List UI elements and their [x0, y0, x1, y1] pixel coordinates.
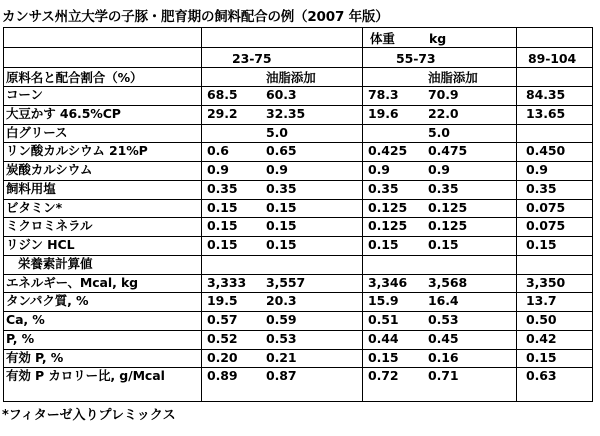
table-cell: 0.15: [526, 349, 557, 365]
table-cell: 3,350: [526, 274, 566, 290]
table-cell: 0.21: [266, 349, 297, 365]
row-divider: [4, 161, 592, 162]
table-cell: 0.71: [428, 368, 459, 384]
item-header: 原料名と配合割合（%）: [6, 70, 143, 85]
table-cell: 84.35: [526, 87, 566, 102]
row-divider: [4, 349, 592, 350]
table-cell: 3,568: [428, 274, 468, 290]
table-cell: 0.15: [266, 199, 297, 215]
table-cell: 0.475: [428, 143, 468, 159]
table-cell: 0.35: [266, 180, 297, 196]
table-cell: 60.3: [266, 87, 297, 102]
weight-label: 体重: [370, 31, 395, 46]
table-cell: 15.9: [368, 293, 399, 309]
table-cell: 0.15: [428, 237, 459, 252]
table-cell: 0.15: [207, 199, 238, 215]
range-header: 89-104: [528, 51, 577, 66]
row-divider: [4, 217, 592, 218]
table-cell: 0.35: [207, 180, 238, 196]
row-divider: [4, 47, 592, 48]
row-label: P, %: [6, 330, 35, 346]
table-cell: 0.53: [266, 330, 297, 346]
row-divider: [4, 142, 592, 143]
table-cell: 32.35: [266, 105, 306, 121]
footnote: *フィターゼ入りプレミックス: [2, 408, 176, 423]
table-cell: 19.5: [207, 293, 238, 309]
table-cell: 68.5: [207, 87, 238, 102]
unit-label: kg: [429, 31, 447, 46]
table-cell: 0.20: [207, 349, 238, 365]
table-cell: 0.075: [526, 218, 566, 234]
table-cell: 22.0: [428, 105, 459, 121]
row-label: 飼料用塩: [6, 180, 56, 196]
table-cell: 0.42: [526, 330, 557, 346]
table-cell: 0.450: [526, 143, 566, 159]
table-cell: 0.44: [368, 330, 399, 346]
table-cell: 0.15: [368, 349, 399, 365]
feed-formulation-table: [3, 27, 593, 402]
table-cell: 0.125: [368, 218, 408, 234]
row-divider: [4, 199, 592, 200]
table-cell: 0.9: [266, 162, 288, 177]
row-divider: [4, 124, 592, 125]
column-divider: [516, 28, 517, 401]
table-cell: 3,333: [207, 274, 247, 290]
range-header: 55-73: [396, 51, 436, 66]
table-cell: 0.59: [266, 312, 297, 327]
row-label: タンパク質, %: [6, 293, 89, 309]
row-label: ミクロミネラル: [6, 218, 93, 234]
table-cell: 0.9: [428, 162, 450, 177]
row-label: 有効 P, %: [6, 349, 64, 365]
row-label: 大豆かす 46.5%CP: [6, 105, 121, 121]
table-cell: 78.3: [368, 87, 399, 102]
table-cell: 70.9: [428, 87, 459, 102]
table-cell: 0.125: [428, 218, 468, 234]
table-cell: 0.45: [428, 330, 459, 346]
table-cell: 0.15: [526, 237, 557, 252]
table-cell: 0.125: [428, 199, 468, 215]
table-cell: 0.075: [526, 199, 566, 215]
table-cell: 16.4: [428, 293, 459, 309]
row-divider: [4, 67, 592, 68]
table-cell: 20.3: [266, 293, 297, 309]
table-cell: 29.2: [207, 105, 238, 121]
row-label: エネルギー、Mcal, kg: [6, 274, 139, 290]
table-cell: 0.15: [207, 218, 238, 234]
table-cell: 0.50: [526, 312, 557, 327]
table-cell: 0.15: [266, 218, 297, 234]
section-label: 栄養素計算値: [18, 255, 93, 271]
table-cell: 0.35: [428, 180, 459, 196]
table-cell: 0.125: [368, 199, 408, 215]
table-cell: 0.51: [368, 312, 399, 327]
column-divider: [362, 28, 363, 401]
row-divider: [4, 86, 592, 87]
fat-added-header: 油脂添加: [266, 70, 316, 85]
table-cell: 0.9: [207, 162, 229, 177]
table-cell: 0.425: [368, 143, 408, 159]
table-cell: 0.6: [207, 143, 229, 159]
table-cell: 0.87: [266, 368, 297, 384]
row-label: ビタミン*: [6, 199, 63, 215]
row-divider: [4, 274, 592, 275]
table-cell: 5.0: [266, 124, 288, 140]
table-cell: 0.57: [207, 312, 238, 327]
range-header: 23-75: [232, 51, 272, 66]
row-label: リジン HCL: [6, 237, 75, 252]
table-cell: 3,557: [266, 274, 306, 290]
row-label: Ca, %: [6, 312, 45, 327]
row-divider: [4, 105, 592, 106]
table-cell: 0.15: [368, 237, 399, 252]
table-cell: 0.15: [207, 237, 238, 252]
row-label: リン酸カルシウム 21%P: [6, 143, 148, 159]
table-cell: 13.7: [526, 293, 557, 309]
row-label: 有効 P カロリー比, g/Mcal: [6, 368, 165, 384]
table-cell: 0.9: [526, 162, 548, 177]
table-cell: 0.65: [266, 143, 297, 159]
row-divider: [4, 330, 592, 331]
table-cell: 0.35: [526, 180, 557, 196]
row-divider: [4, 236, 592, 237]
table-cell: 3,346: [368, 274, 408, 290]
table-cell: 5.0: [428, 124, 450, 140]
row-label: 白グリース: [6, 124, 68, 140]
table-cell: 0.89: [207, 368, 238, 384]
table-cell: 0.53: [428, 312, 459, 327]
table-cell: 13.65: [526, 105, 566, 121]
table-cell: 0.52: [207, 330, 238, 346]
table-cell: 0.9: [368, 162, 390, 177]
table-cell: 0.72: [368, 368, 399, 384]
table-cell: 0.35: [368, 180, 399, 196]
row-divider: [4, 180, 592, 181]
row-label: 炭酸カルシウム: [6, 162, 93, 177]
page-title: カンサス州立大学の子豚・肥育期の飼料配合の例（2007 年版）: [2, 9, 389, 25]
row-label: コーン: [6, 87, 43, 102]
fat-added-header: 油脂添加: [428, 70, 478, 85]
row-divider: [4, 367, 592, 368]
table-cell: 19.6: [368, 105, 399, 121]
table-cell: 0.63: [526, 368, 557, 384]
row-divider: [4, 311, 592, 312]
table-cell: 0.16: [428, 349, 459, 365]
table-cell: 0.15: [266, 237, 297, 252]
row-divider: [4, 255, 592, 256]
row-divider: [4, 292, 592, 293]
column-divider: [201, 28, 202, 401]
